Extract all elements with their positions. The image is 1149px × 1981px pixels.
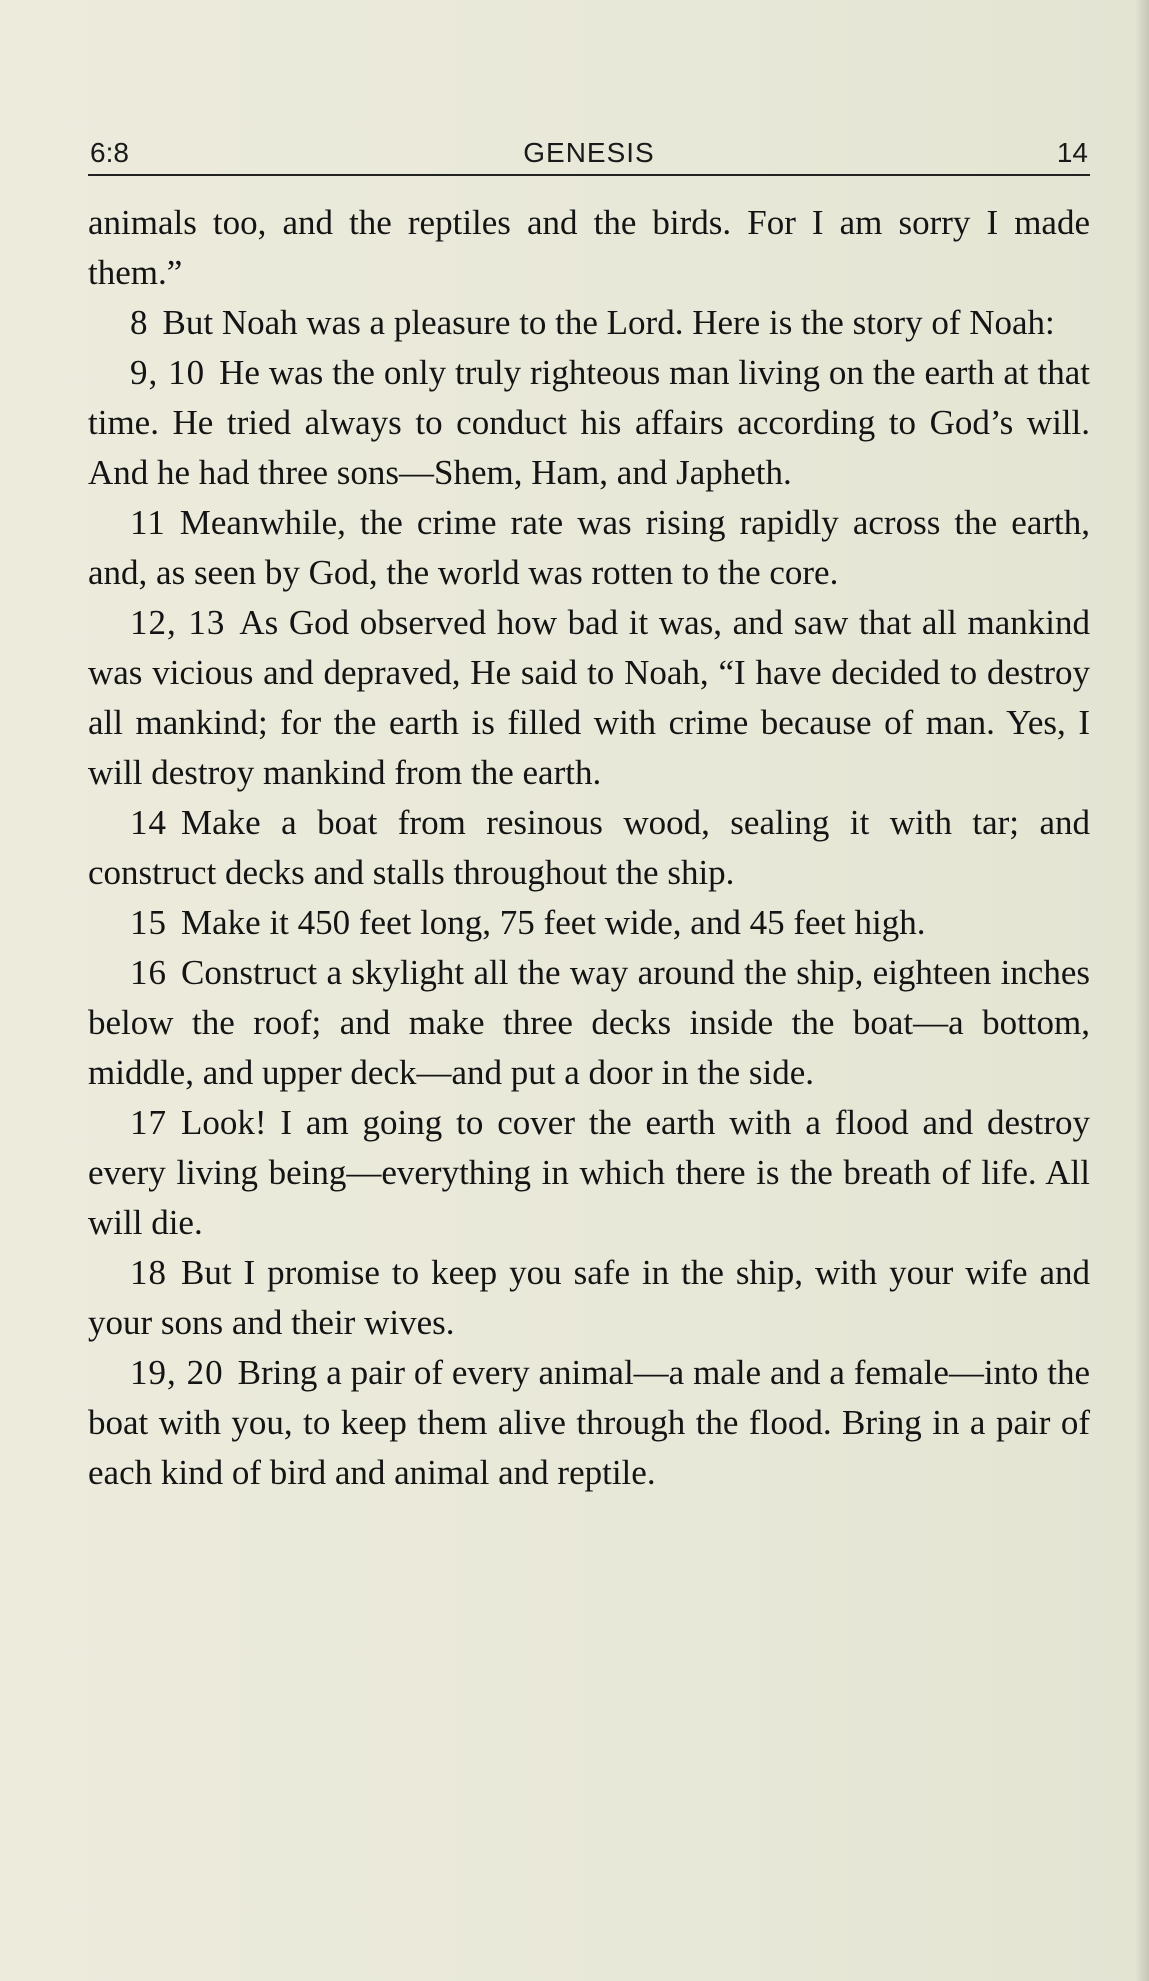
verse-number: 19, 20 <box>130 1353 224 1392</box>
verse-text: Bring a pair of every animal—a male and a female—into the boat with you, to keep them alive through the flood. Bring in a pair of each kind of bird and animal and reptile. <box>88 1353 1090 1492</box>
verse-15 <box>88 898 1090 948</box>
verse-number: 11 <box>130 503 166 542</box>
header-rule <box>88 174 1090 176</box>
verse-16 <box>88 948 1090 1098</box>
verse-11 <box>88 498 1090 598</box>
verse-number: 12, 13 <box>130 603 226 642</box>
verse-14 <box>88 798 1090 898</box>
verse-number: 15 <box>130 903 167 942</box>
verse-text: But Noah was a pleasure to the Lord. Here is the story of Noah: <box>162 303 1055 342</box>
verse-text: Make it 450 feet long, 75 feet wide, and 45 feet high. <box>181 903 926 942</box>
verse-9-10 <box>88 348 1090 498</box>
scripture-text <box>88 198 1090 1498</box>
verse-19-20 <box>88 1348 1090 1498</box>
verse-text: Make a boat from resinous wood, sealing it with tar; and construct decks and stalls throughout the ship. <box>88 803 1090 892</box>
verse-text: But I promise to keep you safe in the ship, with your wife and your sons and their wives. <box>88 1253 1090 1342</box>
verse-number: 14 <box>130 803 167 842</box>
verse-text: Meanwhile, the crime rate was rising rapidly across the earth, and, as seen by God, the world was rotten to the core. <box>88 503 1090 592</box>
verse-number: 18 <box>130 1253 167 1292</box>
verse-number: 8 <box>130 303 149 342</box>
verse-text: He was the only truly righteous man living on the earth at that time. He tried always to conduct his affairs according to God’s will. And he had three sons—Shem, Ham, and Japheth. <box>88 353 1090 492</box>
verse-18 <box>88 1248 1090 1348</box>
verse-8 <box>88 298 1090 348</box>
verse-17 <box>88 1098 1090 1248</box>
spine-shadow <box>1135 0 1149 1981</box>
header-book-title: GENESIS <box>523 137 655 168</box>
header-page-number: 14 <box>1056 137 1088 168</box>
running-header <box>90 134 1088 172</box>
header-chapter-verse: 6:8 <box>90 137 129 168</box>
verse-number: 9, 10 <box>130 353 206 392</box>
paragraph-continuation <box>88 198 1090 298</box>
verse-number: 16 <box>130 953 167 992</box>
verse-text: Construct a skylight all the way around the ship, eighteen inches below the roof; and make three decks inside the boat—a bottom, middle, and upper deck—and put a door in the side. <box>88 953 1090 1092</box>
verse-text: Look! I am going to cover the earth with a flood and destroy every living being—everything in which there is the breath of life. All will die. <box>88 1103 1090 1242</box>
verse-number: 17 <box>130 1103 167 1142</box>
verse-text: As God observed how bad it was, and saw that all mankind was vicious and depraved, He said to Noah, “I have decided to destroy all mankind; for the earth is filled with crime because of man. Yes, I will destroy mankind from the earth. <box>88 603 1091 792</box>
verse-12-13 <box>88 598 1090 798</box>
verse-text: animals too, and the reptiles and the birds. For I am sorry I made them.” <box>88 203 1090 292</box>
